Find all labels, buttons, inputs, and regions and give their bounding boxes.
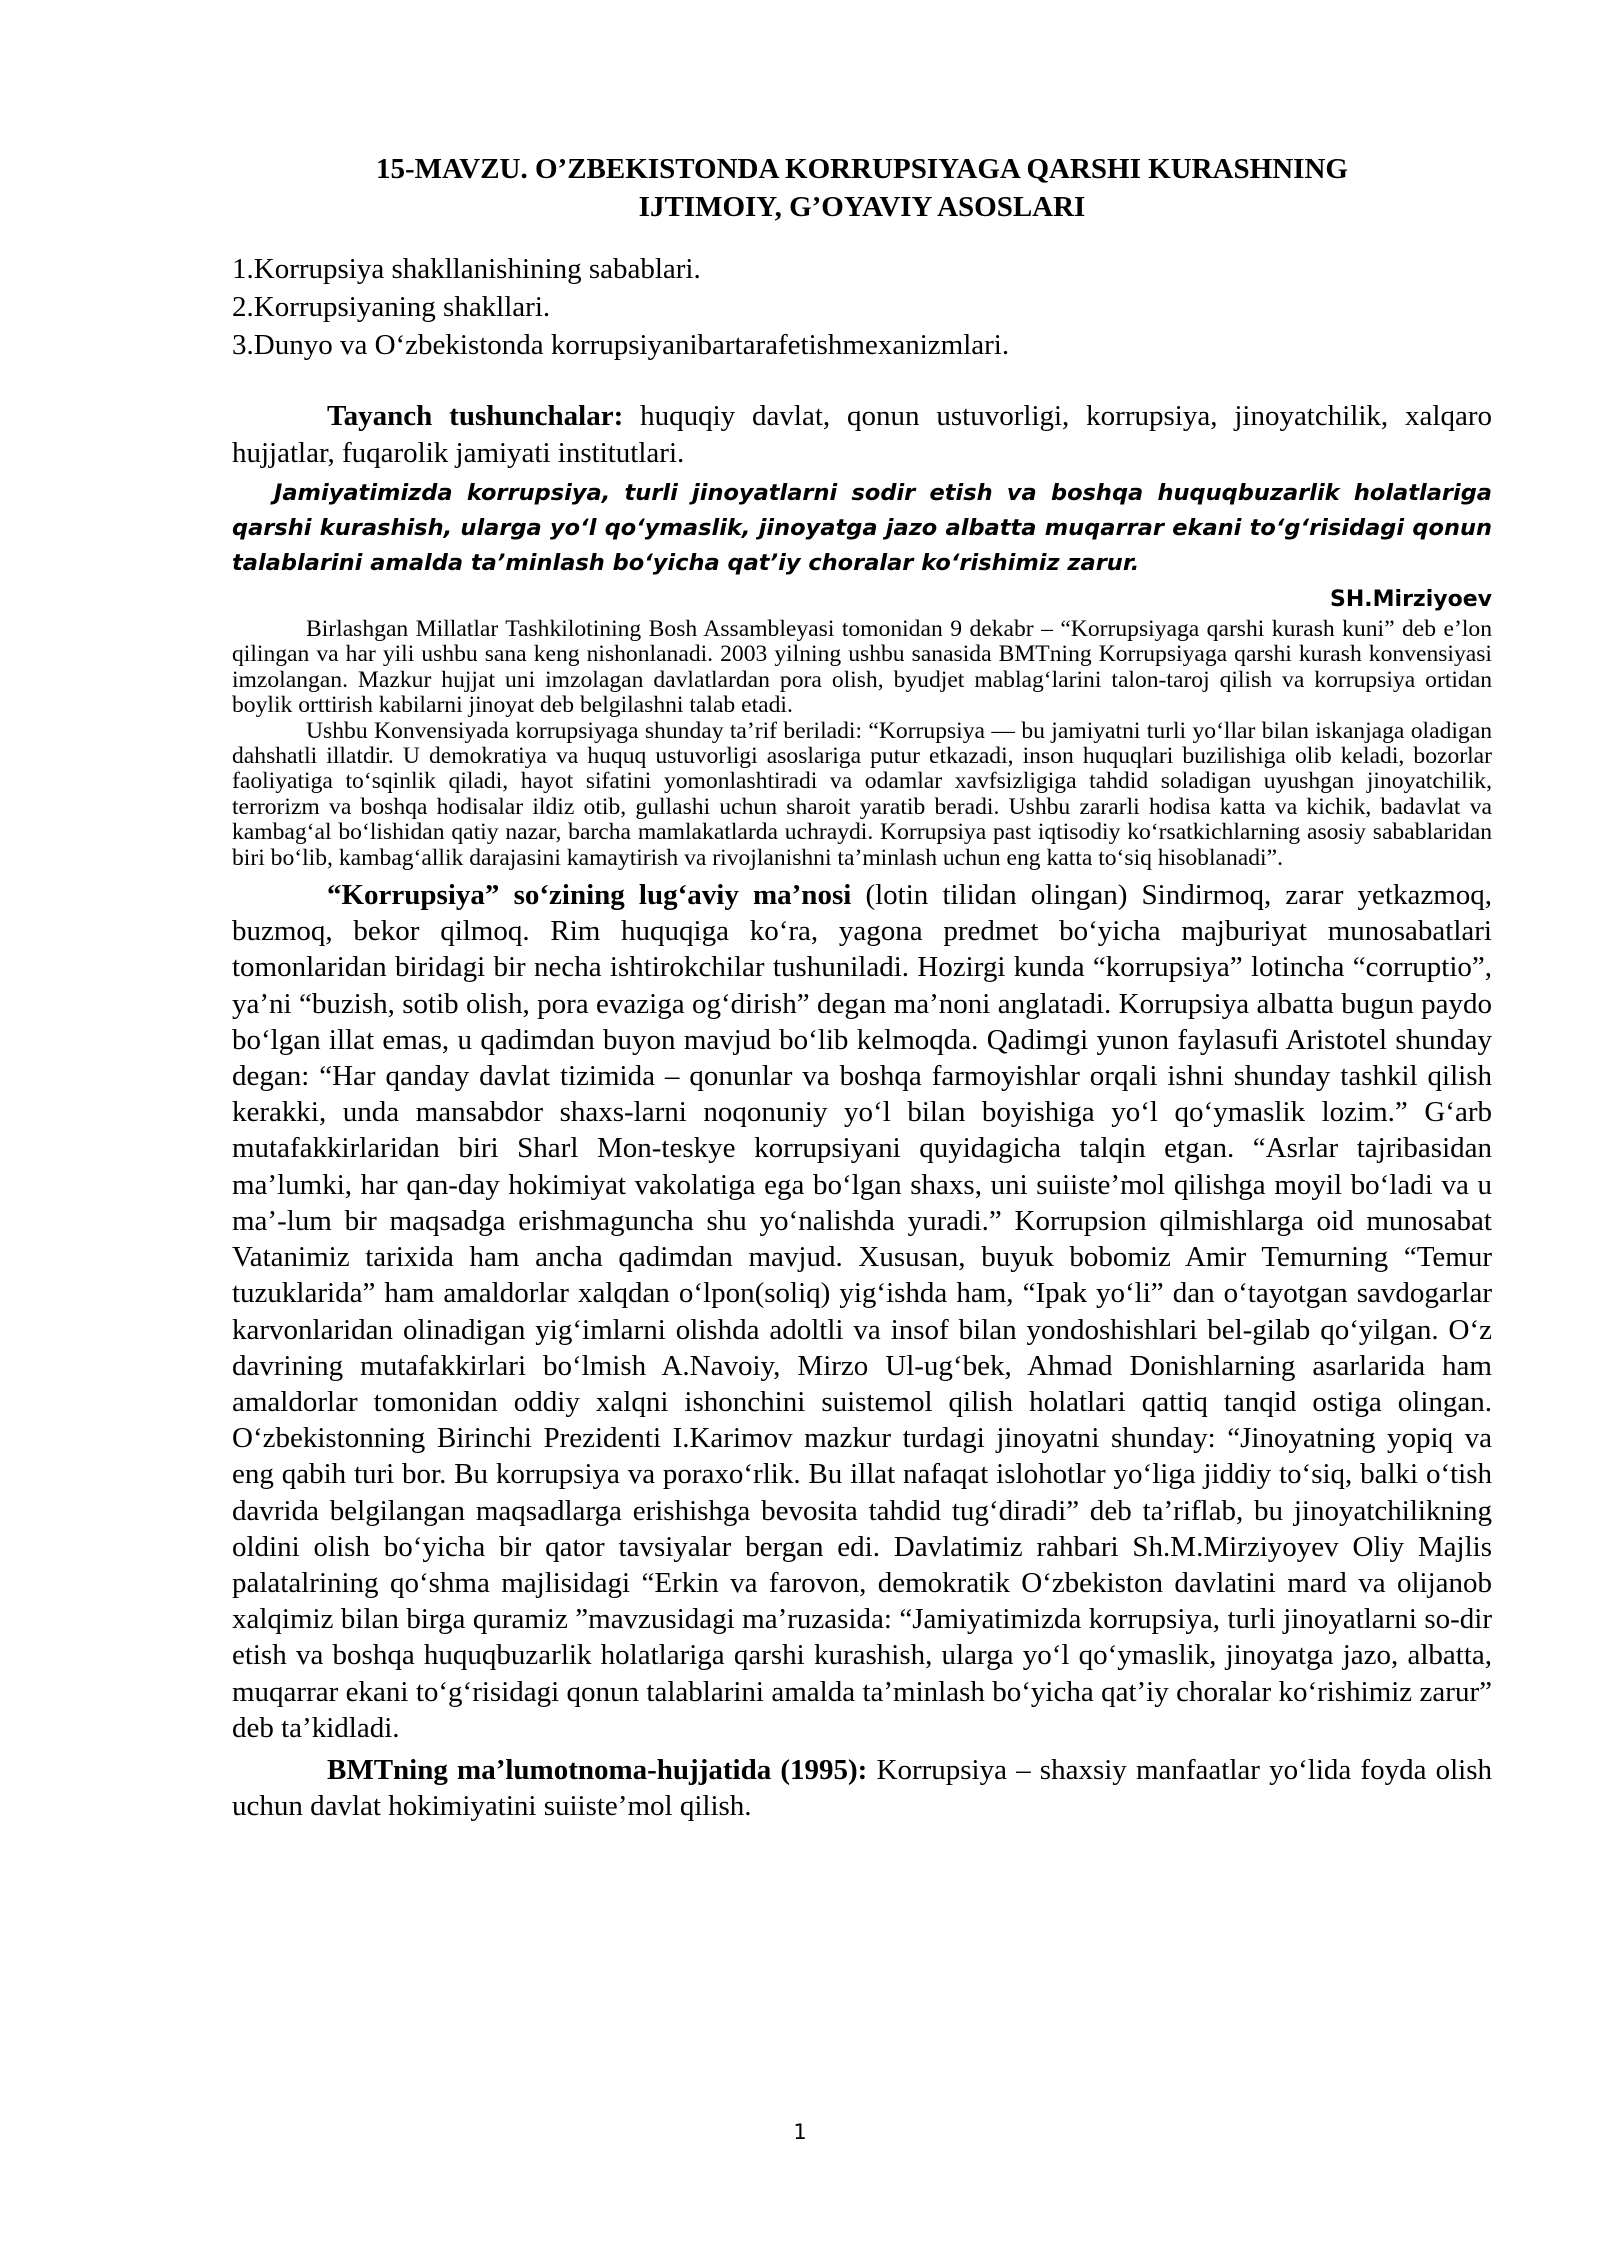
document-page (232, 150, 1492, 1824)
key-terms-label: Tayanch tushunchalar: (327, 400, 624, 432)
page-number: 1 (793, 2120, 807, 2144)
convention-paragraph: Ushbu Konvensiyada korrupsiyaga shunday ta’rif beriladi: “Korrupsiya — bu jamiyatni turli yo‘llar bilan iskanjaga oladigan dahshatli illatdir. U demokratiya va huquq ustuvorligi asoslariga putur etkazadi, inson huquqlari buzilishiga olib keladi, bozorlar faoliyatiga to‘sqinlik qiladi, hayot sifatini yomonlashtiradi va odamlar xavfsizligiga tahdid soladigan uyushgan jinoyatchilik, terrorizm va boshqa hodisalar ildiz otib, gullashi uchun sharoit yaratib beradi. Ushbu zararli hodisa katta va kichik, badavlat va kambag‘al bo‘lishidan qatiy nazar, barcha mamlakatlarda uchraydi. Korrupsiya past iqtisodiy ko‘rsatkichlarning asosiy sabablaridan biri bo‘lib, kambag‘allik darajasini kamaytirish va rivojlanishni ta’minlash uchun eng katta to‘siq hisoblanadi”. (232, 717, 1492, 871)
epigraph-quote: Jamiyatimizda korrupsiya, turli jinoyatlarni sodir etish va boshqa huquqbuzarlik holatlariga qarshi kurashish, ularga yo‘l qo‘ymaslik, jinoyatga jazo albatta muqarrar ekani to‘g‘risidagi qonun talablarini amalda ta’minlash bo‘yicha qat’iy choralar ko‘rishimiz zarur. (232, 480, 1492, 576)
title-line-2: IJTIMOIY, G’OYAVIY ASOSLARI (638, 191, 1086, 223)
title-line-1: 15-MAVZU. O’ZBEKISTONDA KORRUPSIYAGA QARSHI KURASHNING (376, 153, 1348, 185)
outline-item: 3.Dunyo va O‘zbekistonda korrupsiyanibartarafetishmexanizmlari. (232, 329, 1010, 361)
topic-outline (232, 250, 1492, 364)
un-definition-label: BMTning ma’lumotnoma-hujjatida (1995): (327, 1753, 868, 1786)
un-day-paragraph: Birlashgan Millatlar Tashkilotining Bosh Assambleyasi tomonidan 9 dekabr – “Korrupsiyaga qarshi kurash kuni” deb e’lon qilingan va har yili ushbu sana keng nishonlanadi. 2003 yilning ushbu sanasida BMTning Korrupsiyaga qarshi kurash konvensiyasi imzolangan. Mazkur hujjat uni imzolagan davlatlardan pora olish, byudjet mablag‘larini talon-taroj qilish va korrupsiya ortidan boylik orttirish kabilarni jinoyat deb belgilashni talab etadi. (232, 616, 1492, 719)
page-title (232, 150, 1492, 226)
un-definition-text: Korrupsiya – shaxsiy manfaatlar yo‘lida foyda olish uchun davlat hokimiyatini suiiste’mol qilish. (232, 1753, 1493, 1823)
key-terms-text: huquqiy davlat, qonun ustuvorligi, korrupsiya, jinoyatchilik, xalqaro hujjatlar, fuqarolik jamiyati institutlari. (232, 400, 1492, 469)
outline-item: 2.Korrupsiyaning shakllari. (232, 291, 551, 323)
un-definition-paragraph (232, 1752, 1492, 1824)
lexical-meaning-paragraph (232, 877, 1492, 1746)
lexical-text: (lotin tilidan olingan) Sindirmoq, zarar yetkazmoq, buzmoq, bekor qilmoq. Rim huquqiga ko‘ra, yagona predmet bo‘yicha majburiyat munosabatlari tomonlaridan biridagi bir necha ishtirokchilar tushuniladi. Hozirgi kunda “korrupsiya” lotincha “corruptio”, ya’ni “buzish, sotib olish, pora evaziga og‘dirish” degan ma’noni anglatadi. Korrupsiya albatta bugun paydo bo‘lgan illat emas, u qadimdan buyon mavjud bo‘lib kelmoqda. Qadimgi yunon faylasufi Aristotel shunday degan: “Har qanday davlat tizimida – qonunlar va boshqa farmoyishlar orqali ishni shunday tashkil qilish kerakki, unda mansabdor shaxs-larni noqonuniy yo‘l bilan boyishiga yo‘l qo‘ymaslik lozim.” G‘arb mutafakkirlaridan biri Sharl Mon-teskye korrupsiyani quyidagicha talqin etgan. “Asrlar tajribasidan ma’lumki, har qan-day hokimiyat vakolatiga ega bo‘lgan shaxs, uni suiiste’mol qilishga moyil bo‘ladi va u ma’-lum bir maqsadga erishmaguncha shu yo‘nalishda yuradi.” Korrupsion qilmishlarga oid munosabat Vatanimiz tarixida ham ancha qadimdan mavjud. Xususan, buyuk bobomiz Amir Temurning “Temur tuzuklarida” ham amaldorlar xalqdan o‘lpon(soliq) yig‘ishda ham, “Ipak yo‘li” dan o‘tayotgan savdogarlar karvonlaridan olinadigan yig‘imlarni olishda adoltli va insof bilan yondoshishlari bel-gilab qo‘yilgan. O‘z davrining mutafakkirlari bo‘lmish A.Navoiy, Mirzo Ul-ug‘bek, Ahmad Donishlarning asarlarida ham amaldorlar tomonidan oddiy xalqni ishonchini suistemol qilish holatlari qattiq tanqid ostiga olingan. O‘zbekistonning Birinchi Prezidenti I.Karimov mazkur turdagi jinoyatni shunday: “Jinoyatning yopiq va eng qabih turi bor. Bu korrupsiya va poraxo‘rlik. Bu illat nafaqat islohotlar yo‘liga jiddiy to‘siq, balki o‘tish davrida belgilangan maqsadlarga erishishga bevosita tahdid tug‘diradi” deb ta’riflab, bu jinoyatchilikning oldini olish bo‘yicha bir qator tavsiyalar bergan edi. Davlatimiz rahbari Sh.M.Mirziyoyev Oliy Majlis palatalrining qo‘shma majlisidagi “Erkin va farovon, demokratik O‘zbekiston davlatini mard va olijanob xalqimiz bilan birga quramiz ”mavzusidagi ma’ruzasida: “Jamiyatimizda korrupsiya, turli jinoyatlarni so-dir etish va boshqa huquqbuzarlik holatlariga qarshi kurashish, ularga yo‘l qo‘ymaslik, jinoyatga jazo, albatta, muqarrar ekani to‘g‘risidagi qonun talablarini amalda ta’minlash bo‘yicha qat’iy choralar ko‘rishimiz zarur” deb ta’kidladi. (232, 879, 1493, 1744)
key-terms-paragraph (232, 398, 1492, 472)
lexical-label: “Korrupsiya” so‘zining lug‘aviy ma’nosi (327, 879, 852, 912)
outline-item: 1.Korrupsiya shakllanishining sabablari. (232, 253, 701, 285)
epigraph-author: SH.Mirziyoev (1330, 587, 1492, 612)
